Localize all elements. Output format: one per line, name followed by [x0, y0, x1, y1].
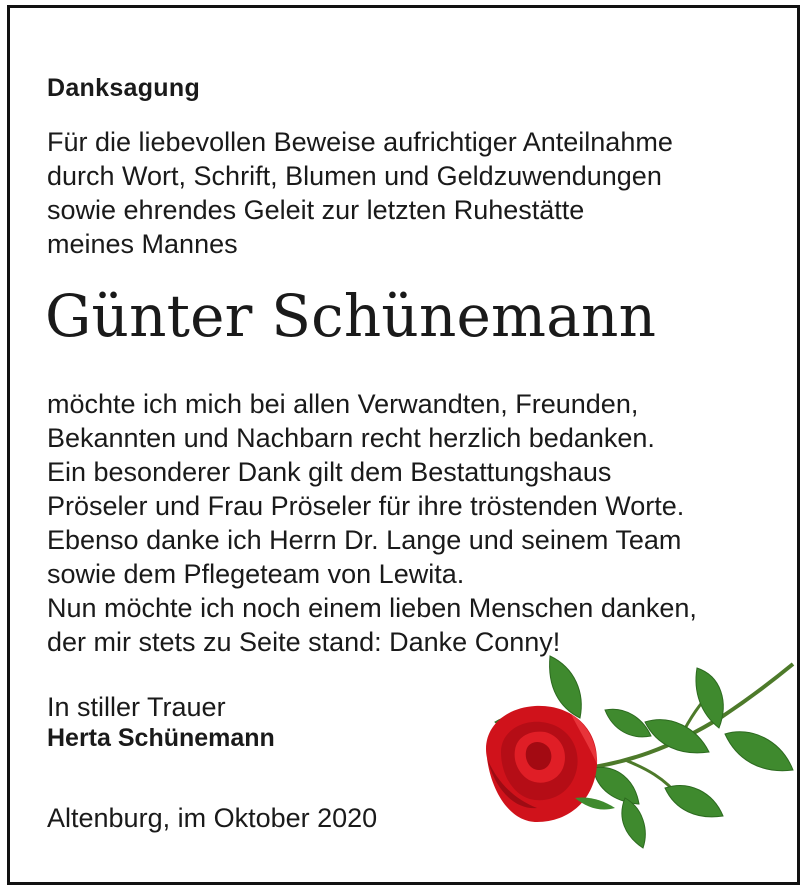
- obituary-card: [7, 5, 800, 885]
- body-line: der mir stets zu Seite stand: Danke Conny!: [47, 627, 561, 657]
- place-date: Altenburg, im Oktober 2020: [47, 803, 378, 833]
- intro-line: sowie ehrendes Geleit zur letzten Ruhestätte: [47, 195, 585, 225]
- body-line: Ein besonderer Dank gilt dem Bestattungshaus: [47, 457, 612, 487]
- intro-line: meines Mannes: [47, 229, 238, 259]
- body-line: Bekannten und Nachbarn recht herzlich bedanken.: [47, 423, 655, 453]
- intro-line: Für die liebevollen Beweise aufrichtiger Anteilnahme: [47, 127, 673, 157]
- intro-text: [47, 125, 787, 261]
- signer-name: Herta Schünemann: [47, 724, 275, 752]
- closing-phrase: In stiller Trauer: [47, 692, 226, 722]
- intro-line: durch Wort, Schrift, Blumen und Geldzuwendungen: [47, 161, 662, 191]
- body-line: möchte ich mich bei allen Verwandten, Freunden,: [47, 389, 639, 419]
- notice-heading: Danksagung: [47, 74, 201, 102]
- body-text: [47, 387, 792, 659]
- deceased-name: Günter Schünemann: [45, 282, 657, 350]
- body-line: sowie dem Pflegeteam von Lewita.: [47, 559, 465, 589]
- body-line: Nun möchte ich noch einem lieben Menschen danken,: [47, 593, 697, 623]
- red-rose-icon: [475, 648, 800, 858]
- body-line: Pröseler und Frau Pröseler für ihre tröstenden Worte.: [47, 491, 685, 521]
- body-line: Ebenso danke ich Herrn Dr. Lange und seinem Team: [47, 525, 682, 555]
